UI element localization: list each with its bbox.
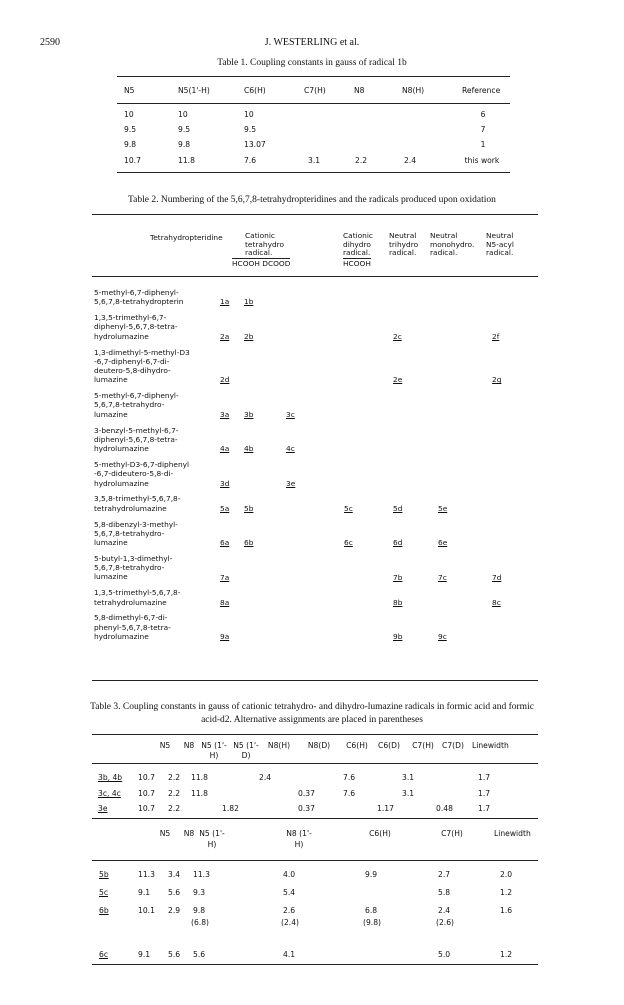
- table2-compound-name-line: hydrolumazine: [94, 631, 149, 641]
- table1-cell: 1: [480, 140, 486, 149]
- table3-cell: 1.2: [500, 950, 513, 959]
- table3-cell: 5.0: [438, 950, 451, 959]
- table1-cell: 3.1: [308, 156, 321, 165]
- table2-compound-code: 4c: [286, 444, 295, 454]
- table1-header-cell: C7(H): [304, 86, 326, 95]
- table2-compound-code: 8a: [220, 597, 230, 607]
- table1-header-cell: N5: [124, 86, 135, 95]
- table3-cell: 11.8: [191, 789, 208, 798]
- table3-alt-cell: (2.4): [281, 918, 300, 927]
- table2-compound-code: 5b: [244, 503, 254, 513]
- table3-header-a-cell: N5 (1'-D): [233, 741, 259, 760]
- table1-cell: 7.6: [244, 156, 257, 165]
- table1-cell: 11.8: [178, 156, 195, 165]
- table3-mid-rule: [92, 818, 538, 819]
- table2-col-neutral-acyl: Neutral N5-acyl radical.: [486, 231, 514, 258]
- table2-compound-name-line: diphenyl-5,6,7,8-tetra-: [94, 322, 178, 332]
- table3-row-label: 3c, 4c: [98, 789, 121, 798]
- table1-header-cell: N8(H): [402, 86, 425, 95]
- table1-cell: this work: [464, 156, 500, 165]
- table3-cell: 4.0: [283, 870, 296, 879]
- table1-cell: 9.8: [178, 140, 191, 149]
- table2-compound-name: [94, 348, 224, 385]
- table3-header-a-cell: N8(D): [307, 741, 331, 750]
- table2-compound-name-line: lumazine: [94, 375, 128, 385]
- table3-cell: 2.0: [500, 870, 513, 879]
- table3-caption-line2: acid-d2. Alternative assignments are placed in parentheses: [201, 715, 423, 725]
- table3-cell: 11.3: [193, 870, 210, 879]
- table3-cell: 10.1: [138, 906, 155, 915]
- table3-cell: 10.7: [138, 773, 155, 782]
- table2-compound-name-line: 5,6,7,8-tetrahydro-: [94, 563, 165, 573]
- table3-header-rule-b: [92, 860, 538, 861]
- table2-compound-name-line: deutero-5,8-dihydro-: [94, 366, 171, 376]
- table2-col-name: Tetrahydropteridine: [150, 233, 223, 242]
- table1-cell: 10: [124, 110, 134, 119]
- table2-compound-name-line: lumazine: [94, 572, 128, 582]
- table2-col-cationic-sub: HCOOH DCOOD: [232, 259, 291, 268]
- table3-row-label: 3b, 4b: [98, 773, 123, 782]
- table3-cell: 5.6: [168, 950, 181, 959]
- table2-compound-name-line: tetrahydrolumazine: [94, 597, 167, 607]
- running-head: J. WESTERLING et al.: [264, 37, 360, 48]
- table2-compound-name: [94, 588, 224, 607]
- table1-cell: 9.5: [178, 125, 191, 134]
- table3-header-a-cell: N5: [159, 741, 171, 750]
- table3-top-rule: [92, 734, 538, 735]
- table1-cell: 9.5: [244, 125, 257, 134]
- table3-cell: 3.4: [168, 870, 181, 879]
- table3-row-label: 6b: [99, 906, 109, 915]
- table2-compound-code: 9b: [393, 632, 403, 641]
- table2-compound-name-line: 1,3-dimethyl-5-methyl-D3: [94, 347, 190, 357]
- table2-caption: Table 2. Numbering of the 5,6,7,8-tetrahydropteridines and the radicals produced upon oxidation: [128, 195, 496, 205]
- table2-compound-name-line: tetrahydrolumazine: [94, 503, 167, 513]
- table1-header-rule: [117, 103, 510, 104]
- table3-cell: 3.1: [402, 773, 415, 782]
- table2-compound-code: 4a: [220, 444, 230, 454]
- table3-cell: 11.3: [138, 870, 155, 879]
- table3-cell: 2.9: [168, 906, 181, 915]
- table1-cell: 10: [178, 110, 188, 119]
- table2-compound-code: 8c: [492, 597, 501, 607]
- table3-header-b-cell: N8: [183, 829, 195, 838]
- table2-compound-code: 2a: [220, 331, 230, 341]
- table2-compound-code: 3d: [220, 478, 230, 488]
- table3-cell: 5.6: [168, 888, 181, 897]
- table2-col-neutral-tri: Neutral trihydro radical.: [389, 231, 419, 258]
- table3-cell: 10.7: [138, 789, 155, 798]
- table2-compound-code: 1a: [220, 297, 230, 307]
- table2-header-rule: [92, 276, 538, 277]
- table1-cell: 2.4: [404, 156, 417, 165]
- table2-compound-name-line: 5,6,7,8-tetrahydropterin: [94, 297, 184, 307]
- table2-col-cationic-tetra: Cationic tetrahydro radical.: [245, 231, 285, 258]
- table2-compound-code: 6d: [393, 538, 403, 548]
- table2-compound-name-line: phenyl-5,6,7,8-tetra-: [94, 622, 171, 632]
- table3-cell: 9.1: [138, 950, 151, 959]
- table1-cell: 2.2: [355, 156, 368, 165]
- page-number: 2590: [40, 37, 60, 48]
- table3-cell: 2.2: [168, 789, 181, 798]
- table2-compound-name-line: 5-methyl-D3-6,7-diphenyl: [94, 460, 190, 469]
- table2-compound-code: 3c: [286, 409, 295, 419]
- table3-header-rule-a: [92, 763, 538, 764]
- table3-header-b-cell: C6(H): [369, 829, 391, 838]
- table3-header-a-cell: Linewidth: [472, 741, 509, 750]
- table3-cell: 9.1: [138, 888, 151, 897]
- table3-header-a-cell: N8(H): [267, 741, 291, 750]
- table2-compound-name-line: 5-butyl-1,3-dimethyl-: [94, 553, 173, 563]
- table1-caption: Table 1. Coupling constants in gauss of radical 1b: [217, 58, 407, 68]
- table2-compound-name-line: hydrolumazine: [94, 478, 149, 488]
- table2-compound-code: 2c: [393, 331, 402, 341]
- table3-cell: 1.7: [478, 804, 491, 813]
- table2-compound-code: 2d: [220, 375, 230, 385]
- table1-cell: 10.7: [124, 156, 141, 165]
- table2-compound-code: 6a: [220, 538, 230, 548]
- table3-header-a-cell: C6(H): [346, 741, 368, 750]
- table1-top-rule: [117, 76, 510, 77]
- table3-cell: 5.8: [438, 888, 451, 897]
- table1-cell: 9.8: [124, 140, 137, 149]
- table3-cell: 0.48: [436, 804, 453, 813]
- table3-caption-line1: Table 3. Coupling constants in gauss of cationic tetrahydro- and dihydro-lumazine radicals in formic acid and formic: [90, 702, 534, 712]
- table3-cell: 5.4: [283, 888, 296, 897]
- table3-header-a-cell: C6(D): [378, 741, 400, 750]
- table2-compound-name: [94, 554, 224, 582]
- table2-compound-name-line: 5,8-dibenzyl-3-methyl-: [94, 519, 178, 529]
- table2-compound-code: 6c: [344, 538, 353, 548]
- table2-compound-name-line: -6,7-diphenyl-6,7-di-: [94, 356, 170, 366]
- table2-compound-name-line: 1,3,5-trimethyl-6,7-: [94, 313, 167, 323]
- table3-cell: 9.3: [193, 888, 206, 897]
- table2-compound-code: 3e: [286, 478, 296, 488]
- table2-compound-name-line: 5,6,7,8-tetrahydro-: [94, 528, 165, 538]
- table2-compound-name: [94, 520, 224, 548]
- table2-col-cationic-dihydro: Cationic dihydro radical.: [343, 231, 373, 258]
- table2-bottom-rule: [92, 680, 538, 681]
- table2-compound-code: 8b: [393, 597, 403, 607]
- table2-compound-name: [94, 426, 224, 454]
- table1-cell: 7: [480, 125, 486, 134]
- table2-compound-name-line: 3,5,8-trimethyl-5,6,7,8-: [94, 494, 181, 504]
- table3-cell: 4.1: [283, 950, 296, 959]
- table2-compound-code: 7a: [220, 572, 230, 582]
- table2-compound-name: [94, 460, 224, 488]
- table1-cell: 9.5: [124, 125, 137, 134]
- table3-header-a-cell: C7(D): [442, 741, 464, 750]
- table2-compound-name: [94, 288, 224, 307]
- table3-header-a-cell: N5 (1'-H): [201, 741, 227, 760]
- table2-compound-name: [94, 313, 224, 341]
- table1-header-cell: N8: [354, 86, 365, 95]
- table2-compound-code: 2e: [393, 375, 403, 385]
- table2-col-neutral-mono: Neutral monohydro. radical.: [430, 231, 475, 258]
- table2-compound-name-line: diphenyl-5,6,7,8-tetra-: [94, 434, 178, 444]
- table2-compound-name-line: lumazine: [94, 538, 128, 548]
- table1-cell: 10: [244, 110, 254, 119]
- table3-cell: 6.8: [365, 906, 378, 915]
- table3-cell: 9.9: [365, 870, 378, 879]
- table3-cell: 1.6: [500, 906, 513, 915]
- table1-header-cell: C6(H): [244, 86, 266, 95]
- table2-compound-code: 3a: [220, 409, 230, 419]
- table2-compound-name: [94, 613, 224, 641]
- table2-compound-name-line: 1,3,5-trimethyl-5,6,7,8-: [94, 588, 181, 598]
- table2-compound-name-line: 5-methyl-6,7-diphenyl-: [94, 391, 179, 401]
- table3-cell: 7.6: [343, 773, 356, 782]
- table3-cell: 2.7: [438, 870, 451, 879]
- table2-compound-code: 2f: [492, 331, 500, 341]
- table3-cell: 2.4: [438, 906, 451, 915]
- table2-compound-name-line: 5,8-dimethyl-6,7-di-: [94, 613, 168, 623]
- table2-compound-name: [94, 494, 224, 513]
- table2-compound-name-line: 3-benzyl-5-methyl-6,7-: [94, 425, 179, 435]
- table3-row-label: 5b: [99, 870, 109, 879]
- table1-header-cell: Reference: [462, 86, 501, 95]
- table3-row-label: 5c: [99, 888, 109, 897]
- table2-compound-name-line: 5-methyl-6,7-diphenyl-: [94, 288, 179, 297]
- table3-header-b-cell: Linewidth: [494, 829, 531, 838]
- table3-cell: 0.37: [298, 804, 315, 813]
- table2-col-cationic-dihydro-sub: HCOOH: [343, 259, 371, 268]
- table3-header-b-cell: C7(H): [441, 829, 463, 838]
- table2-compound-name-line: lumazine: [94, 409, 128, 419]
- table3-cell: 1.7: [478, 773, 491, 782]
- table3-cell: 0.37: [298, 789, 315, 798]
- table2-compound-code: 3b: [244, 409, 254, 419]
- table3-cell: 9.8: [193, 906, 206, 915]
- table3-header-a-cell: C7(H): [412, 741, 434, 750]
- table2-compound-code: 7c: [438, 572, 447, 582]
- table3-header-a-cell: N8: [183, 741, 195, 750]
- table2-compound-name-line: 5,6,7,8-tetrahydro-: [94, 400, 165, 410]
- table3-cell: 2.6: [283, 906, 296, 915]
- table2-compound-code: 5e: [438, 503, 448, 513]
- table3-row-label: 3e: [98, 804, 108, 813]
- table3-header-b-cell: N5: [159, 829, 171, 838]
- table2-compound-code: 6e: [438, 538, 448, 548]
- table3-bottom-rule: [92, 964, 538, 965]
- table3-cell: 11.8: [191, 773, 208, 782]
- table2-compound-code: 9c: [438, 632, 447, 641]
- table2-compound-name-line: hydrolumazine: [94, 444, 149, 454]
- table1-header-cell: N5(1'-H): [178, 86, 210, 95]
- table3-cell: 1.7: [478, 789, 491, 798]
- table2-compound-code: 2b: [244, 331, 254, 341]
- table3-alt-cell: (6.8): [191, 918, 210, 927]
- table3-cell: 1.82: [222, 804, 239, 813]
- table3-cell: 1.17: [377, 804, 394, 813]
- table3-cell: 2.2: [168, 804, 181, 813]
- table3-cell: 7.6: [343, 789, 356, 798]
- table2-compound-name-line: hydrolumazine: [94, 331, 149, 341]
- table3-cell: 3.1: [402, 789, 415, 798]
- table2-compound-code: 1b: [244, 297, 254, 307]
- table1-bottom-rule: [117, 172, 510, 173]
- table3-cell: 2.2: [168, 773, 181, 782]
- table2-compound-code: 7b: [393, 572, 403, 582]
- table1-cell: 13.07: [244, 140, 266, 149]
- table3-header-b-cell: N8 (1'-H): [286, 829, 312, 849]
- table3-cell: 1.2: [500, 888, 513, 897]
- table2-compound-code: 2g: [492, 375, 502, 385]
- table2-compound-code: 6b: [244, 538, 254, 548]
- table2-compound-code: 9a: [220, 632, 230, 641]
- table2-compound-name-line: -6,7-dideutero-5,8-di-: [94, 469, 174, 479]
- table3-alt-cell: (9.8): [363, 918, 382, 927]
- table2-compound-code: 5a: [220, 503, 230, 513]
- table3-cell: 10.7: [138, 804, 155, 813]
- table3-alt-cell: (2.6): [436, 918, 455, 927]
- table2-compound-code: 5c: [344, 503, 353, 513]
- table1-cell: 6: [480, 110, 486, 119]
- table2-compound-code: 5d: [393, 503, 403, 513]
- table3-row-label: 6c: [99, 950, 109, 959]
- table2-compound-name: [94, 391, 224, 419]
- table3-cell: 5.6: [193, 950, 206, 959]
- table2-compound-code: 4b: [244, 444, 254, 454]
- table2-compound-code: 7d: [492, 572, 502, 582]
- table2-top-rule: [92, 214, 538, 215]
- table3-cell: 2.4: [259, 773, 272, 782]
- table3-header-b-cell: N5 (1'-H): [199, 829, 225, 849]
